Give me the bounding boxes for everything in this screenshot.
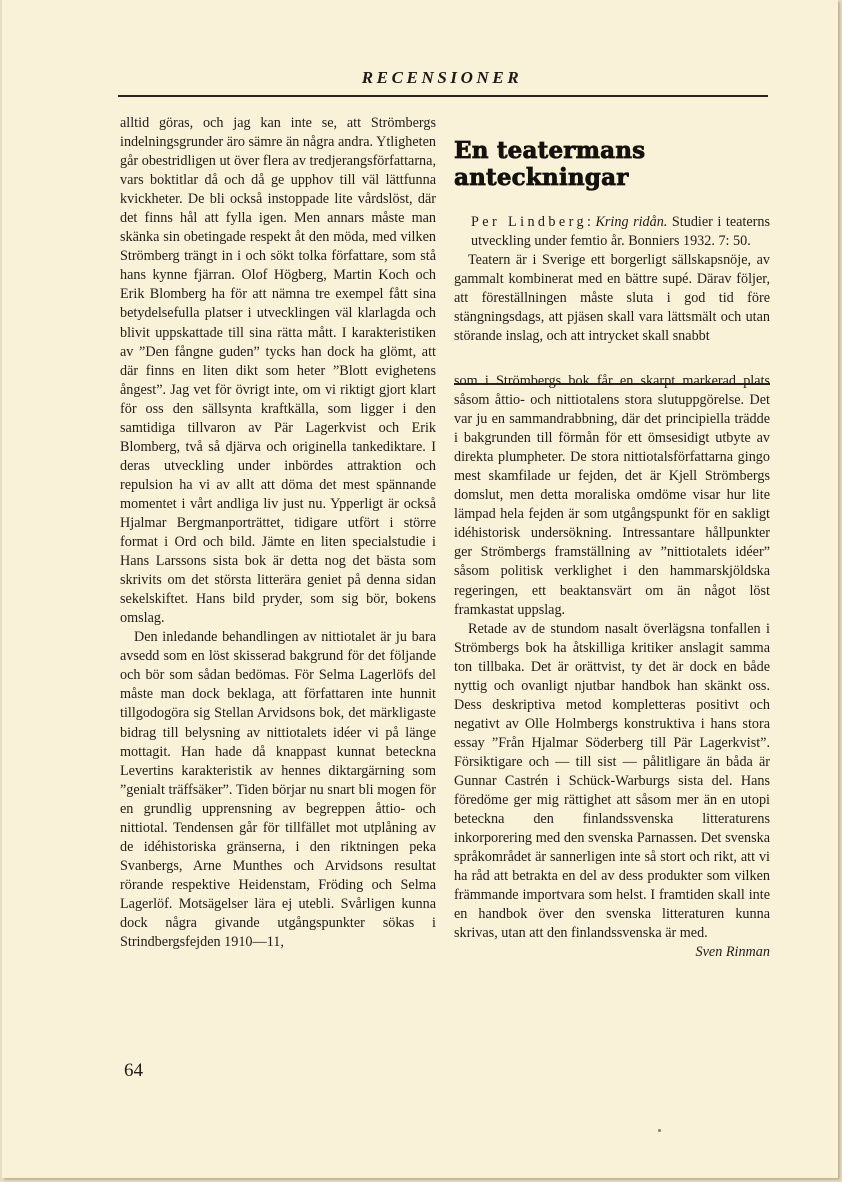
right-paragraph-1: som i Strömbergs bok får en skarpt markerad plats såsom åttio- och nittiotalens stora slutuppgörelse. Det var ju en sammandrabbning, där det principiella trädde i bakgrunden till förmån för ett ömsesidigt utbyte av direkta plumpheter. De stora nittiotalsförfattarna gingo mest skamfilade ur fejden, det är Kjell Strömbergs domslut, men detta moraliska omdöme visar hur lite lämpad hela fejden är som utgångspunkt för en sakligt idéhistorisk undersökning. Intressantare hållpunkter ger Strömbergs framställning av ”nittiotalets idéer” såsom politisk verklighet i den hammarskjöldska regeringen, ett beaktansvärt om än något löst framkastat uppslag. (454, 373, 770, 618)
left-paragraph-2: Den inledande behandlingen av nittiotalet är ju bara avsedd som en löst skisserad bakgrund för det följande och bör som sådan bedömas. För Selma Lagerlöfs del måste man dock beklaga, att författaren inte hunnit tillgodogöra sig Stellan Arvidsons bok, det märkligaste bidrag till belysning av nittiotalets idéer vi på länge mottagit. Han hade då knappast kunnat beteckna Levertins karakteristik av hennes diktargärning som ”genialt träffsäker”. Tiden börjar nu snart bli mogen för en grundlig upprensning av begreppen åttio- och nittiotal. Tendensen går för tillfället mot utplåning av de idéhistoriska gränserna, i den riktningen peka Svanbergs, Arne Munthes och Arvidsons resultat rörande respektive Heidenstam, Fröding och Selma Lagerlöf. Motsägelser lära ej utebli. Svårligen kunna dock några givande utgångspunkter sökas i Strindbergsfejden 1910—11, (120, 629, 436, 951)
left-column (120, 114, 436, 952)
page-number: 64 (124, 1060, 143, 1081)
book-details: Studier i teaterns utveckling under femtio år. Bonniers 1932. 7: 50. (471, 214, 770, 250)
paper-speck (658, 1129, 661, 1132)
book-title: Kring ridån. (595, 214, 668, 230)
header-rule (118, 95, 768, 97)
review-signature: Sven Rinman (695, 944, 770, 961)
running-head: RECENSIONER (361, 68, 523, 87)
left-paragraph-1: alltid göras, och jag kan inte se, att Strömbergs indelningsgrunder äro sämre än några andra. Ytligheten går obestridligen ut över flera av tredjerangsförfattarna, vars boktitlar då och då ge upphov till väl lättfunna kvickheter. De bli också instoppade lite vårdslöst, där det finns hål att fylla igen. Men annars måste man skänka sin obetingade respekt åt den möda, med vilken Strömberg trängt in i och sökt tolka författare, som stå hans kynne fjärran. Olof Högberg, Martin Koch och Erik Blomberg ha för att nämna tre exempel fått sina betydelsefulla platser i utvecklingen väl klarlagda och blivit uppskattade till sina rätta mått. I karakteristiken av ”Den fångne guden” tycks han dock ha glömt, att där finns en liten dikt som heter ”Blott evighetens ångest”. Jag vet för övrigt inte, om vi riktigt gjort klart för oss den sällsynta kraftkälla, som ligger i den samtidiga tillvaron av Pär Lagerkvist och Erik Blomberg, två så djärva och originella tankediktare. I deras utveckling under inbördes attraktion och repulsion ha vi av allt att döma det mest spännande momentet i vårt andliga liv just nu. Ypperligt är också Hjalmar Bergmanporträttet, tidigare utfört i större format i Ord och bild. Jämte en liten specialstudie i Hans Larssons sista bok är detta nog det bästa som skrivits om det största litterära geniet på denna sidan sekelskiftet. Hans bild pryder, som sig bör, bokens omslag. (120, 115, 436, 627)
biblio-separator: : (586, 214, 596, 230)
right-paragraph-2 (454, 620, 770, 961)
article-paragraph-1: Teatern är i Sverige ett borgerligt sällskapsnöje, av gammalt kombinerat med en bättre supé. Därav följer, att föreställningen måste sluta i god tid före stängningsdags, att pjäsen skall vara lättsmält och utan störande inslag, och att intrycket skall snabbt (454, 252, 770, 345)
bibliography-entry (454, 213, 770, 251)
right-column-continuation (454, 372, 770, 962)
right-column-article-start (454, 137, 770, 346)
right-paragraph-2-text: Retade av de stundom nasalt överlägsna tonfallen i Strömbergs bok ha åtskilliga kritiker anslagit samma ton tillbaka. Det är orättvist, ty det är dock en både nyttig och ovanligt njutbar handbok han skänkt oss. Dess deskriptiva metod kompletteras positivt och negativt av Olle Holmbergs konstruktiva i hans stora essay ”Från Hjalmar Söderberg till Pär Lagerkvist”. Försiktigare och — till sist — pålitligare än båda är Gunnar Castrén i Schück-Warburgs sista del. Hans föredöme ger mig rättighet att såsom mer än en utopi beteckna den finlandssvenska litteraturens inkorporering med den svenska Parnassen. Det svenska språkområdet är sannerligen inte så stort och rikt, att vi ha råd att betrakta en del av dess produkter som vilken främmande importvara som helst. I framtiden skall inte en handbok över den svenska litteraturen kunna skrivas, utan att den finlandssvenska är med. (454, 620, 770, 942)
book-author: Per Lindberg (471, 214, 587, 230)
magazine-page (2, 0, 838, 1178)
article-title: En teatermans anteckningar (454, 137, 646, 191)
